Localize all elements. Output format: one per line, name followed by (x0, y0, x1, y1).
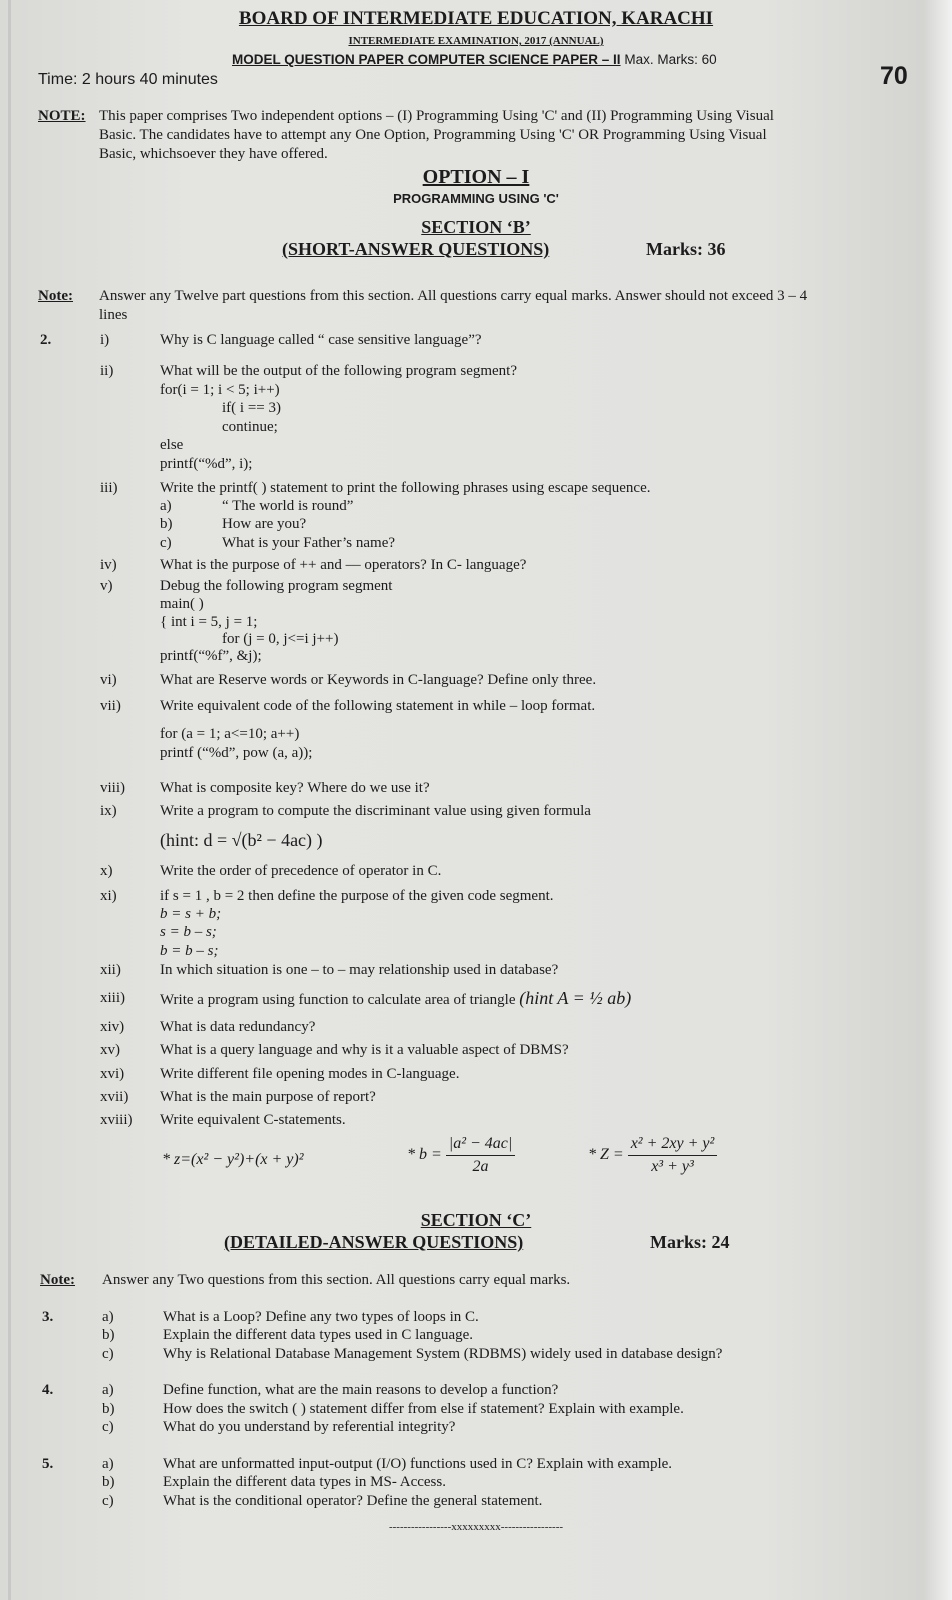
code-line: for (j = 0, j<=i j++) (222, 631, 339, 647)
code-line: s = b – s; (160, 924, 217, 940)
section-c-subtitle: (DETAILED-ANSWER QUESTIONS) (224, 1232, 524, 1252)
question-number: 4. (42, 1382, 54, 1398)
part-text: What do you understand by referential integrity? (163, 1419, 456, 1435)
item-text: Debug the following program segment (160, 578, 393, 594)
item-text: What is data redundancy? (160, 1019, 316, 1035)
code-line: else (160, 437, 184, 453)
item-label: xii) (100, 962, 121, 978)
section-c-title: SECTION ‘C’ (420, 1210, 532, 1230)
section-b-marks: Marks: 36 (646, 239, 726, 259)
formula-hint: (hint A = ½ ab) (519, 988, 632, 1008)
item-text: if s = 1 , b = 2 then define the purpose of the given code segment. (160, 888, 554, 904)
item-label: xiv) (100, 1019, 125, 1035)
code-line: b = b – s; (160, 943, 219, 959)
item-text: Write equivalent code of the following statement in while – loop format. (160, 698, 596, 714)
item-label: i) (100, 332, 110, 348)
item-label: x) (100, 863, 113, 879)
part-text: How does the switch ( ) statement differ from else if statement? Explain with example. (163, 1401, 684, 1417)
formula-lhs: * Z = (588, 1146, 624, 1164)
sub-text: What is your Father’s name? (222, 535, 396, 551)
item-label: xv) (100, 1042, 120, 1058)
item-label: ii) (100, 363, 114, 379)
item-label: xvii) (100, 1089, 129, 1105)
note-line: This paper comprises Two independent options – (I) Programming Using 'C' and (II) Programming Using Visual (99, 108, 774, 124)
item-label: xvi) (100, 1066, 125, 1082)
item-text (160, 989, 631, 1009)
code-line: main( ) (160, 596, 204, 612)
code-line: { int i = 5, j = 1; (160, 614, 258, 630)
item-text: Why is C language called “ case sensitive language”? (160, 332, 482, 348)
formula-Z (588, 1133, 717, 1178)
sub-label: c) (160, 535, 172, 551)
part-text: Why is Relational Database Management System (RDBMS) widely used in database design? (163, 1346, 723, 1362)
code-line: for(i = 1; i < 5; i++) (160, 382, 280, 398)
section-b-note-label: Note: (38, 288, 73, 304)
formula-hint: (hint: d = √(b² − 4ac) ) (160, 830, 323, 850)
code-line: printf (“%d”, pow (a, a)); (160, 745, 313, 761)
option-subtitle: PROGRAMMING USING 'C' (393, 191, 559, 206)
footer-divider: -----------------xxxxxxxxx----------------- (388, 1521, 564, 1533)
item-label: xi) (100, 888, 117, 904)
section-b-subtitle: (SHORT-ANSWER QUESTIONS) (282, 239, 550, 259)
part-label: b) (102, 1474, 115, 1490)
section-b-note: Answer any Twelve part questions from this section. All questions carry equal marks. Answer should not exceed 3 – 4 (99, 288, 808, 304)
question-number: 3. (42, 1309, 54, 1325)
item-label: v) (100, 578, 113, 594)
item-text: What is the main purpose of report? (160, 1089, 376, 1105)
item-label: vi) (100, 672, 117, 688)
section-b-note: lines (99, 307, 128, 323)
section-c-note: Answer any Two questions from this section. All questions carry equal marks. (102, 1272, 571, 1288)
note-line: Basic. The candidates have to attempt any One Option, Programming Using 'C' OR Programming Using Visual (99, 127, 767, 143)
part-text: What are unformatted input-output (I/O) functions used in C? Explain with example. (163, 1456, 673, 1472)
page-mark: 70 (880, 62, 908, 90)
part-label: b) (102, 1401, 115, 1417)
part-text: Explain the different data types in MS- Access. (163, 1474, 446, 1490)
question-number: 2. (40, 332, 52, 348)
item-text: What will be the output of the following program segment? (160, 363, 517, 379)
paper-line (232, 51, 717, 69)
item-text: Write the order of precedence of operator in C. (160, 863, 442, 879)
item-text: Write equivalent C-statements. (160, 1112, 346, 1128)
code-line: if( i == 3) (222, 400, 281, 416)
part-text: Define function, what are the main reasons to develop a function? (163, 1382, 559, 1398)
section-c-marks: Marks: 24 (650, 1232, 730, 1252)
item-label: xviii) (100, 1112, 133, 1128)
part-label: a) (102, 1456, 114, 1472)
sub-text: How are you? (222, 516, 307, 532)
board-title: BOARD OF INTERMEDIATE EDUCATION, KARACHI (238, 8, 714, 29)
option-title: OPTION – I (422, 166, 530, 188)
part-label: c) (102, 1493, 114, 1509)
part-label: c) (102, 1346, 114, 1362)
code-line: printf(“%f”, &j); (160, 648, 262, 664)
exam-title: INTERMEDIATE EXAMINATION, 2017 (ANNUAL) (348, 35, 604, 47)
fraction (628, 1133, 718, 1178)
item-label: iv) (100, 557, 117, 573)
time-allowed: Time: 2 hours 40 minutes (38, 71, 218, 88)
item-text: Write a program to compute the discriminant value using given formula (160, 803, 591, 819)
item-text: Write different file opening modes in C-language. (160, 1066, 460, 1082)
item-label: ix) (100, 803, 117, 819)
item-text: What is the purpose of ++ and –– operators? In C- language? (160, 557, 527, 573)
part-text: What is a Loop? Define any two types of loops in C. (163, 1309, 479, 1325)
max-marks: Max. Marks: 60 (624, 52, 717, 67)
formula-z: * z=(x² − y²)+(x + y)² (162, 1151, 304, 1168)
denominator: 2a (472, 1158, 489, 1175)
note-line: Basic, whichsoever they have offered. (99, 146, 328, 162)
sub-label: b) (160, 516, 173, 532)
note-label: NOTE: (38, 108, 86, 124)
item-text: What are Reserve words or Keywords in C-language? Define only three. (160, 672, 597, 688)
item-text: Write the printf( ) statement to print the following phrases using escape sequence. (160, 480, 651, 496)
part-label: c) (102, 1419, 114, 1435)
sub-text: “ The world is round” (222, 498, 354, 514)
part-label: a) (102, 1382, 114, 1398)
section-b-title: SECTION ‘B’ (421, 217, 531, 237)
section-c-note-label: Note: (40, 1272, 75, 1288)
part-text: Explain the different data types used in C language. (163, 1327, 474, 1343)
item-text-main: Write a program using function to calculate area of triangle (160, 992, 516, 1008)
item-text: What is composite key? Where do we use it? (160, 780, 430, 796)
item-label: xiii) (100, 990, 125, 1006)
formula-b (407, 1133, 515, 1178)
question-number: 5. (42, 1456, 54, 1472)
item-text: In which situation is one – to – may relationship used in database? (160, 962, 559, 978)
item-label: iii) (100, 480, 118, 496)
paper-title: MODEL QUESTION PAPER COMPUTER SCIENCE PAPER – II (232, 52, 621, 67)
part-text: What is the conditional operator? Define the general statement. (163, 1493, 543, 1509)
item-label: viii) (100, 780, 125, 796)
code-line: continue; (222, 419, 278, 435)
page-edge (8, 0, 11, 1600)
sub-label: a) (160, 498, 172, 514)
denominator: x³ + y³ (651, 1158, 694, 1175)
item-text: What is a query language and why is it a valuable aspect of DBMS? (160, 1042, 569, 1058)
item-label: vii) (100, 698, 121, 714)
code-line: for (a = 1; a<=10; a++) (160, 726, 300, 742)
code-line: printf(“%d”, i); (160, 456, 253, 472)
part-label: a) (102, 1309, 114, 1325)
numerator: x² + 2xy + y² (628, 1133, 718, 1156)
part-label: b) (102, 1327, 115, 1343)
formula-lhs: * b = (407, 1146, 442, 1164)
fraction (446, 1133, 516, 1178)
numerator: |a² − 4ac| (446, 1133, 516, 1156)
code-line: b = s + b; (160, 906, 222, 922)
